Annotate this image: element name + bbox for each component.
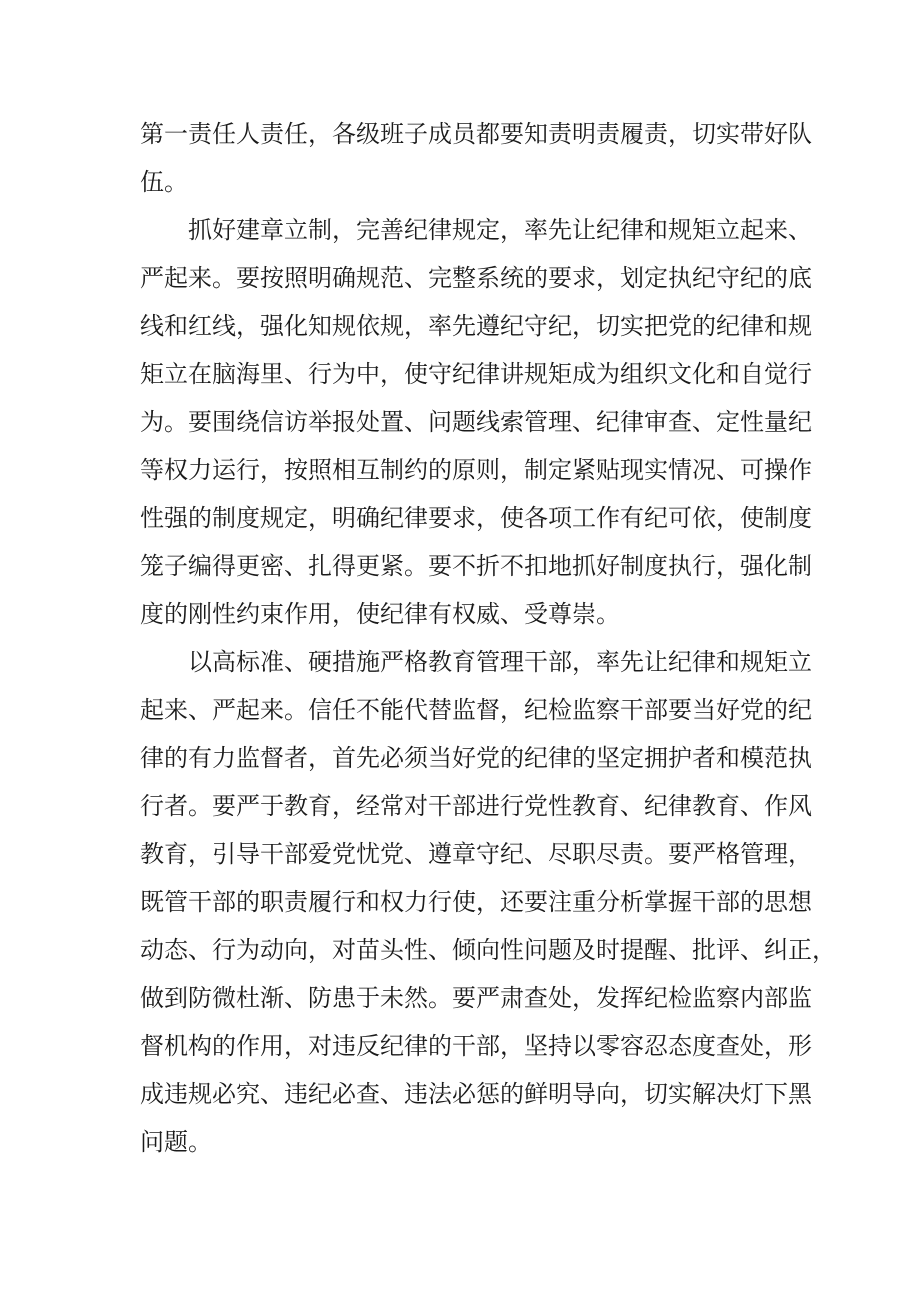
paragraph-3-line-10: 成违规必究、违纪必查、违法必惩的鲜明导向，切实解决灯下黑	[140, 1080, 812, 1108]
paragraph-3-line-7: 动态、行为动向，对苗头性、倾向性问题及时提醒、批评、纠正，	[140, 936, 836, 964]
paragraph-2-line-7: 性强的制度规定，明确纪律要求，使各项工作有纪可依，使制度	[140, 504, 812, 532]
paragraph-3-line-2: 起来、严起来。信任不能代替监督，纪检监察干部要当好党的纪	[140, 696, 812, 724]
paragraph-2-line-4: 矩立在脑海里、行为中，使守纪律讲规矩成为组织文化和自觉行	[140, 360, 812, 388]
paragraph-3-line-11: 问题。	[140, 1128, 212, 1156]
paragraph-3-line-4: 行者。要严于教育，经常对干部进行党性教育、纪律教育、作风	[140, 792, 812, 820]
paragraph-3-line-8: 做到防微杜渐、防患于未然。要严肃查处，发挥纪检监察内部监	[140, 984, 812, 1012]
paragraph-3-line-1: 以高标准、硬措施严格教育管理干部，率先让纪律和规矩立	[188, 648, 812, 676]
paragraph-1-line-2: 伍。	[140, 168, 188, 196]
paragraph-2-line-3: 线和红线，强化知规依规，率先遵纪守纪，切实把党的纪律和规	[140, 312, 812, 340]
paragraph-1-line-1: 第一责任人责任，各级班子成员都要知责明责履责，切实带好队	[140, 120, 812, 148]
paragraph-3-line-5: 教育，引导干部爱党忧党、遵章守纪、尽职尽责。要严格管理，	[140, 840, 812, 868]
paragraph-2-line-5: 为。要围绕信访举报处置、问题线索管理、纪律审查、定性量纪	[140, 408, 812, 436]
paragraph-3-line-6: 既管干部的职责履行和权力行使，还要注重分析掌握干部的思想	[140, 888, 812, 916]
paragraph-2-line-8: 笼子编得更密、扎得更紧。要不折不扣地抓好制度执行，强化制	[140, 552, 812, 580]
paragraph-2-line-9: 度的刚性约束作用，使纪律有权威、受尊崇。	[140, 600, 620, 628]
paragraph-2-line-6: 等权力运行，按照相互制约的原则，制定紧贴现实情况、可操作	[140, 456, 812, 484]
paragraph-3-line-3: 律的有力监督者，首先必须当好党的纪律的坚定拥护者和模范执	[140, 744, 812, 772]
paragraph-2-line-2: 严起来。要按照明确规范、完整系统的要求，划定执纪守纪的底	[140, 264, 812, 292]
paragraph-2-line-1: 抓好建章立制，完善纪律规定，率先让纪律和规矩立起来、	[188, 216, 812, 244]
paragraph-3-line-9: 督机构的作用，对违反纪律的干部，坚持以零容忍态度查处，形	[140, 1032, 812, 1060]
